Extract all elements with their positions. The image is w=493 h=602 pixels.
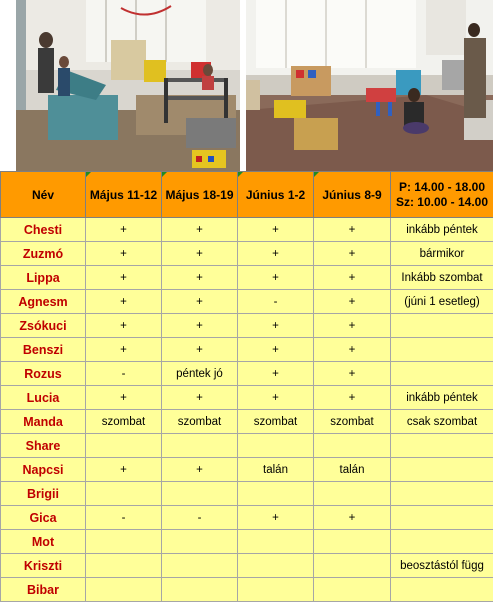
table-row xyxy=(1,242,493,266)
date-4-cell[interactable]: + xyxy=(314,362,391,386)
person-name-cell[interactable]: Zuzmó xyxy=(1,242,86,266)
date-1-cell[interactable]: - xyxy=(86,362,162,386)
note-cell[interactable]: csak szombat xyxy=(391,410,493,434)
table-row xyxy=(1,362,493,386)
date-3-cell[interactable] xyxy=(238,434,314,458)
date-4-cell[interactable] xyxy=(314,482,391,506)
date-4-cell[interactable]: szombat xyxy=(314,410,391,434)
date-3-cell[interactable]: + xyxy=(238,338,314,362)
date-4-cell[interactable]: + xyxy=(314,242,391,266)
note-cell[interactable] xyxy=(391,338,493,362)
date-2-cell[interactable]: + xyxy=(162,218,238,242)
date-1-cell[interactable]: - xyxy=(86,506,162,530)
date-2-cell[interactable]: péntek jó xyxy=(162,362,238,386)
comment-marker xyxy=(238,172,243,177)
person-name-cell[interactable]: Agnesm xyxy=(1,290,86,314)
person-name-cell[interactable]: Lucia xyxy=(1,386,86,410)
playroom-photo-right xyxy=(246,0,493,171)
date-1-cell[interactable]: + xyxy=(86,338,162,362)
header-date-4: Június 8-9 xyxy=(314,172,391,218)
table-row xyxy=(1,218,493,242)
date-3-cell[interactable]: szombat xyxy=(238,410,314,434)
date-4-cell[interactable]: + xyxy=(314,266,391,290)
note-cell[interactable] xyxy=(391,482,493,506)
comment-marker xyxy=(162,172,167,177)
date-4-cell[interactable]: + xyxy=(314,314,391,338)
date-3-cell[interactable]: + xyxy=(238,362,314,386)
date-1-cell[interactable]: + xyxy=(86,266,162,290)
date-3-cell[interactable] xyxy=(238,578,314,602)
table-row xyxy=(1,554,493,578)
photo-strip xyxy=(0,0,493,171)
playroom-photo-right-image xyxy=(246,0,493,171)
table-row xyxy=(1,506,493,530)
hours-friday: P: 14.00 - 18.00 xyxy=(391,180,493,195)
date-3-cell[interactable]: - xyxy=(238,290,314,314)
header-name: Név xyxy=(1,172,86,218)
hours-saturday: Sz: 10.00 - 14.00 xyxy=(391,195,493,210)
header-date-3: Június 1-2 xyxy=(238,172,314,218)
date-1-cell[interactable] xyxy=(86,530,162,554)
date-3-cell[interactable] xyxy=(238,554,314,578)
comment-marker xyxy=(86,172,91,177)
date-2-cell[interactable]: + xyxy=(162,338,238,362)
header-date-1: Május 11-12 xyxy=(86,172,162,218)
date-2-cell[interactable] xyxy=(162,434,238,458)
person-name-cell[interactable]: Share xyxy=(1,434,86,458)
note-cell[interactable]: (júni 1 esetleg) xyxy=(391,290,493,314)
person-name-cell[interactable]: Napcsi xyxy=(1,458,86,482)
person-name-cell[interactable]: Bibar xyxy=(1,578,86,602)
date-3-cell[interactable]: talán xyxy=(238,458,314,482)
note-cell[interactable] xyxy=(391,458,493,482)
note-cell[interactable]: beosztástól függ xyxy=(391,554,493,578)
date-2-cell[interactable]: + xyxy=(162,242,238,266)
date-2-cell[interactable] xyxy=(162,578,238,602)
person-name-cell[interactable]: Mot xyxy=(1,530,86,554)
person-name-cell[interactable]: Zsókuci xyxy=(1,314,86,338)
note-cell[interactable]: inkább péntek xyxy=(391,218,493,242)
date-4-cell[interactable]: + xyxy=(314,506,391,530)
date-4-cell[interactable] xyxy=(314,434,391,458)
note-cell[interactable] xyxy=(391,362,493,386)
date-1-cell[interactable] xyxy=(86,554,162,578)
date-1-cell[interactable]: szombat xyxy=(86,410,162,434)
date-1-cell[interactable]: + xyxy=(86,290,162,314)
table-row xyxy=(1,458,493,482)
date-3-cell[interactable]: + xyxy=(238,266,314,290)
header-hours xyxy=(391,172,493,218)
header-date-2: Május 18-19 xyxy=(162,172,238,218)
note-cell[interactable] xyxy=(391,530,493,554)
date-3-cell[interactable] xyxy=(238,530,314,554)
date-2-cell[interactable]: + xyxy=(162,314,238,338)
date-3-cell[interactable] xyxy=(238,482,314,506)
table-row xyxy=(1,410,493,434)
date-1-cell[interactable]: + xyxy=(86,314,162,338)
date-4-cell[interactable] xyxy=(314,554,391,578)
date-4-cell[interactable]: talán xyxy=(314,458,391,482)
person-name-cell[interactable]: Chesti xyxy=(1,218,86,242)
person-name-cell[interactable]: Rozus xyxy=(1,362,86,386)
date-4-cell[interactable] xyxy=(314,578,391,602)
date-3-cell[interactable]: + xyxy=(238,242,314,266)
person-name-cell[interactable]: Manda xyxy=(1,410,86,434)
date-2-cell[interactable] xyxy=(162,530,238,554)
date-2-cell[interactable]: - xyxy=(162,506,238,530)
date-2-cell[interactable]: + xyxy=(162,458,238,482)
person-name-cell[interactable]: Gica xyxy=(1,506,86,530)
person-name-cell[interactable]: Benszi xyxy=(1,338,86,362)
date-4-cell[interactable] xyxy=(314,530,391,554)
table-row xyxy=(1,482,493,506)
playroom-photo-left-image xyxy=(16,0,240,171)
note-cell[interactable] xyxy=(391,434,493,458)
note-cell[interactable] xyxy=(391,578,493,602)
date-4-cell[interactable]: + xyxy=(314,218,391,242)
date-2-cell[interactable]: + xyxy=(162,266,238,290)
table-row xyxy=(1,434,493,458)
note-cell[interactable]: bármikor xyxy=(391,242,493,266)
date-1-cell[interactable]: + xyxy=(86,386,162,410)
note-cell[interactable]: inkább péntek xyxy=(391,386,493,410)
table-row xyxy=(1,338,493,362)
table-row xyxy=(1,530,493,554)
date-3-cell[interactable]: + xyxy=(238,506,314,530)
person-name-cell[interactable]: Lippa xyxy=(1,266,86,290)
note-cell[interactable]: Inkább szombat xyxy=(391,266,493,290)
date-3-cell[interactable]: + xyxy=(238,386,314,410)
note-cell[interactable] xyxy=(391,506,493,530)
table-row xyxy=(1,386,493,410)
date-4-cell[interactable]: + xyxy=(314,386,391,410)
playroom-photo-left xyxy=(16,0,240,171)
date-2-cell[interactable]: + xyxy=(162,386,238,410)
date-1-cell[interactable] xyxy=(86,578,162,602)
date-2-cell[interactable] xyxy=(162,482,238,506)
date-1-cell[interactable] xyxy=(86,434,162,458)
comment-marker xyxy=(314,172,319,177)
table-row xyxy=(1,266,493,290)
date-2-cell[interactable]: szombat xyxy=(162,410,238,434)
date-1-cell[interactable] xyxy=(86,482,162,506)
schedule-table xyxy=(0,171,493,602)
date-1-cell[interactable]: + xyxy=(86,458,162,482)
date-1-cell[interactable]: + xyxy=(86,218,162,242)
date-4-cell[interactable]: + xyxy=(314,290,391,314)
person-name-cell[interactable]: Brigii xyxy=(1,482,86,506)
header-row xyxy=(1,172,493,218)
date-3-cell[interactable]: + xyxy=(238,218,314,242)
person-name-cell[interactable]: Kriszti xyxy=(1,554,86,578)
table-row xyxy=(1,578,493,602)
date-1-cell[interactable]: + xyxy=(86,242,162,266)
date-2-cell[interactable]: + xyxy=(162,290,238,314)
note-cell[interactable] xyxy=(391,314,493,338)
date-4-cell[interactable]: + xyxy=(314,338,391,362)
date-3-cell[interactable]: + xyxy=(238,314,314,338)
table-row xyxy=(1,290,493,314)
table-row xyxy=(1,314,493,338)
date-2-cell[interactable] xyxy=(162,554,238,578)
